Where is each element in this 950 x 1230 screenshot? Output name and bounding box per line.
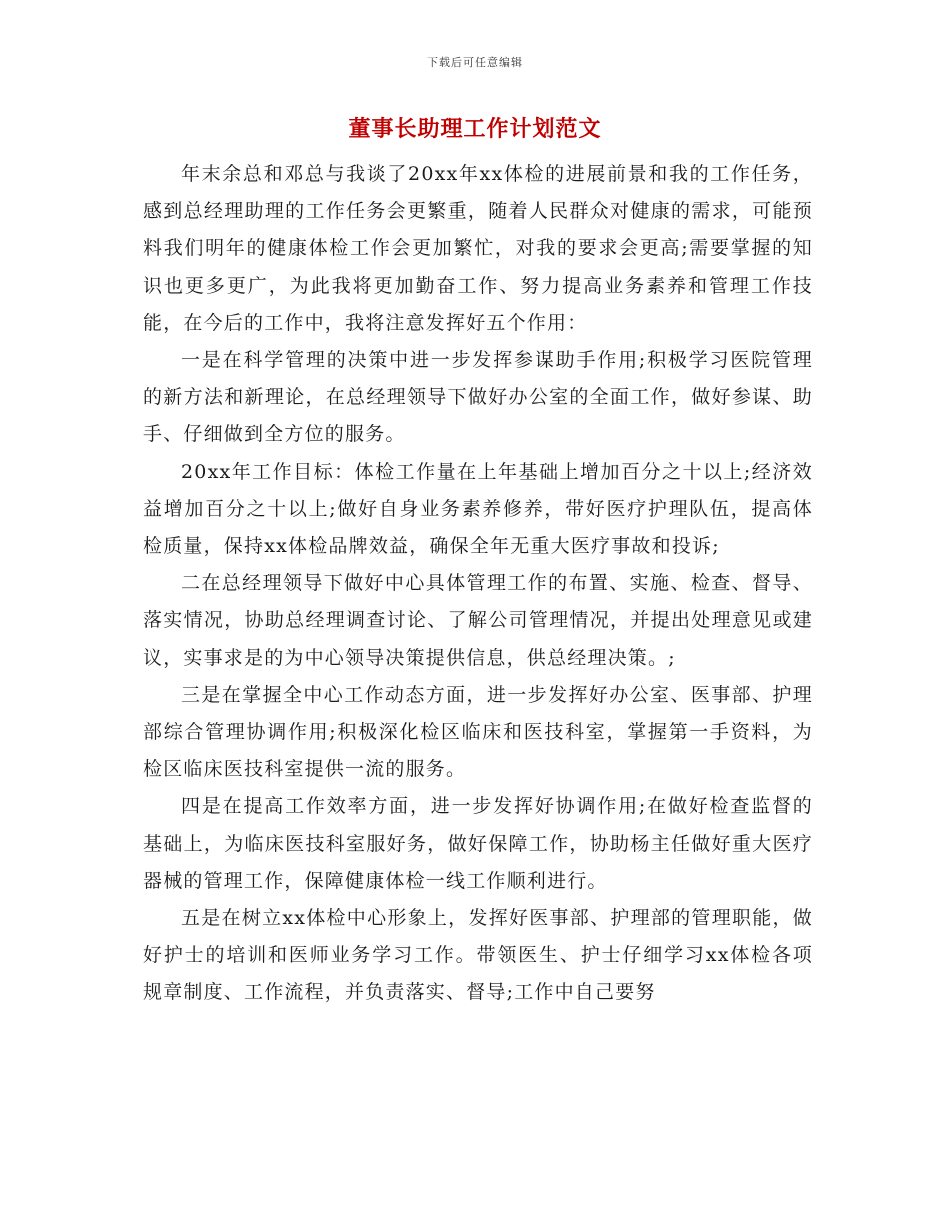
paragraph-intro: 年末余总和邓总与我谈了20xx年xx体检的进展前景和我的工作任务，感到总经理助理的工作任务会更繁重，随着人民群众对健康的需求，可能预料我们明年的健康体检工作会更加繁忙，对我的要求会更高;需要掌握的知识也更多更广，为此我将更加勤奋工作、努力提高业务素养和管理工作技能，在今后的工作中，我将注意发挥好五个作用： bbox=[143, 163, 813, 334]
paragraph-role-one: 一是在科学管理的决策中进一步发挥参谋助手作用;积极学习医院管理的新方法和新理论，在总经理领导下做好办公室的全面工作，做好参谋、助手、仔细做到全方位的服务。 bbox=[143, 349, 813, 446]
header-note: 下载后可任意编辑 bbox=[427, 56, 523, 69]
paragraph-role-two: 二在总经理领导下做好中心具体管理工作的布置、实施、检查、督导、落实情况，协助总经理调查讨论、了解公司管理情况，并提出处理意见或建议，实事求是的为中心领导决策提供信息，供总经理决策。; bbox=[143, 572, 813, 669]
paragraph-role-three: 三是在掌握全中心工作动态方面，进一步发挥好办公室、医事部、护理部综合管理协调作用;积极深化检区临床和医技科室，掌握第一手资料，为检区临床医技科室提供一流的服务。 bbox=[143, 683, 813, 781]
document-body bbox=[143, 156, 813, 1012]
paragraph-role-five: 五是在树立xx体检中心形象上，发挥好医事部、护理部的管理职能，做好护士的培训和医师业务学习工作。带领医生、护士仔细学习xx体检各项规章制度、工作流程，并负责落实、督导;工作中自己要努 bbox=[143, 907, 813, 1004]
paragraph-role-four: 四是在提高工作效率方面，进一步发挥好协调作用;在做好检查监督的基础上，为临床医技科室服好务，做好保障工作，协助杨主任做好重大医疗器械的管理工作，保障健康体检一线工作顺利进行。 bbox=[143, 795, 813, 892]
document-title: 董事长助理工作计划范文 bbox=[348, 116, 602, 142]
paragraph-annual-goals: 20xx年工作目标：体检工作量在上年基础上增加百分之十以上;经济效益增加百分之十以上;做好自身业务素养修养，带好医疗护理队伍，提高体检质量，保持xx体检品牌效益，确保全年无重大医疗事故和投诉; bbox=[143, 460, 813, 558]
